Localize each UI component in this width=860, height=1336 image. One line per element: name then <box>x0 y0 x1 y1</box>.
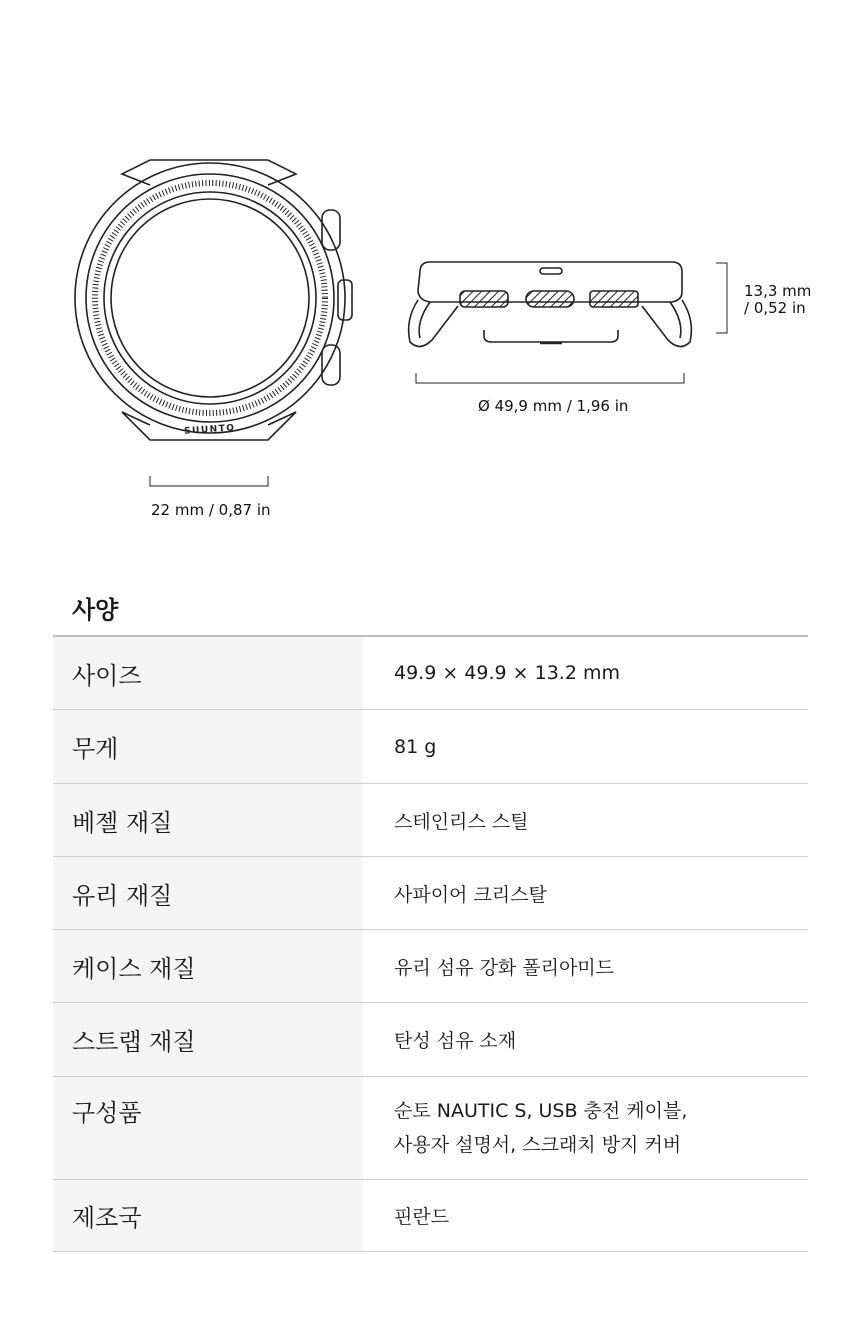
spec-value: 49.9 × 49.9 × 13.2 mm <box>394 662 620 684</box>
spec-label: 케이스 재질 <box>53 930 363 1002</box>
spec-label: 사이즈 <box>53 637 363 709</box>
spec-value: 탄성 섬유 소재 <box>394 1030 517 1052</box>
watch-drawings <box>0 0 860 560</box>
watch-side-view <box>409 262 692 347</box>
spec-label: 베젤 재질 <box>53 784 363 856</box>
spec-value: 핀란드 <box>394 1206 450 1228</box>
thickness-label-line2: / 0,52 in <box>744 299 806 317</box>
specs-title: 사양 <box>72 596 119 624</box>
spec-value: 유리 섬유 강화 폴리아미드 <box>394 956 615 979</box>
spec-value: 스테인리스 스틸 <box>394 810 529 833</box>
spec-row-size <box>53 637 808 710</box>
spec-value-line1: 순토 NAUTIC S, USB 충전 케이블, <box>394 1100 688 1122</box>
spec-row-case-material <box>53 930 808 1003</box>
width-bracket <box>150 476 268 486</box>
spec-label: 유리 재질 <box>53 857 363 929</box>
brand-mark: SUUNTO <box>183 423 236 437</box>
spec-row-glass-material <box>53 857 808 930</box>
spec-row-bezel-material <box>53 784 808 857</box>
spec-row-country <box>53 1180 808 1252</box>
spec-label: 스트랩 재질 <box>53 1003 363 1076</box>
thickness-bracket <box>716 263 727 333</box>
spec-value: 사파이어 크리스탈 <box>394 883 547 906</box>
spec-label: 무게 <box>53 710 363 783</box>
spec-value <box>363 1077 808 1179</box>
spec-value-line2: 사용자 설명서, 스크래치 방지 커버 <box>394 1134 682 1156</box>
strap-width-label: 22 mm / 0,87 in <box>151 501 271 519</box>
spec-table <box>53 635 808 1252</box>
spec-value: 81 g <box>394 735 437 758</box>
spec-row-strap-material <box>53 1003 808 1077</box>
diameter-bracket <box>416 373 684 383</box>
diameter-label: Ø 49,9 mm / 1,96 in <box>478 397 629 415</box>
thickness-label-line1: 13,3 mm <box>744 282 812 300</box>
spec-label: 제조국 <box>53 1180 363 1251</box>
spec-row-weight <box>53 710 808 784</box>
spec-label: 구성품 <box>53 1077 363 1179</box>
watch-dimension-diagram <box>0 0 860 560</box>
spec-row-package-contents <box>53 1077 808 1180</box>
watch-front-view <box>75 160 352 440</box>
